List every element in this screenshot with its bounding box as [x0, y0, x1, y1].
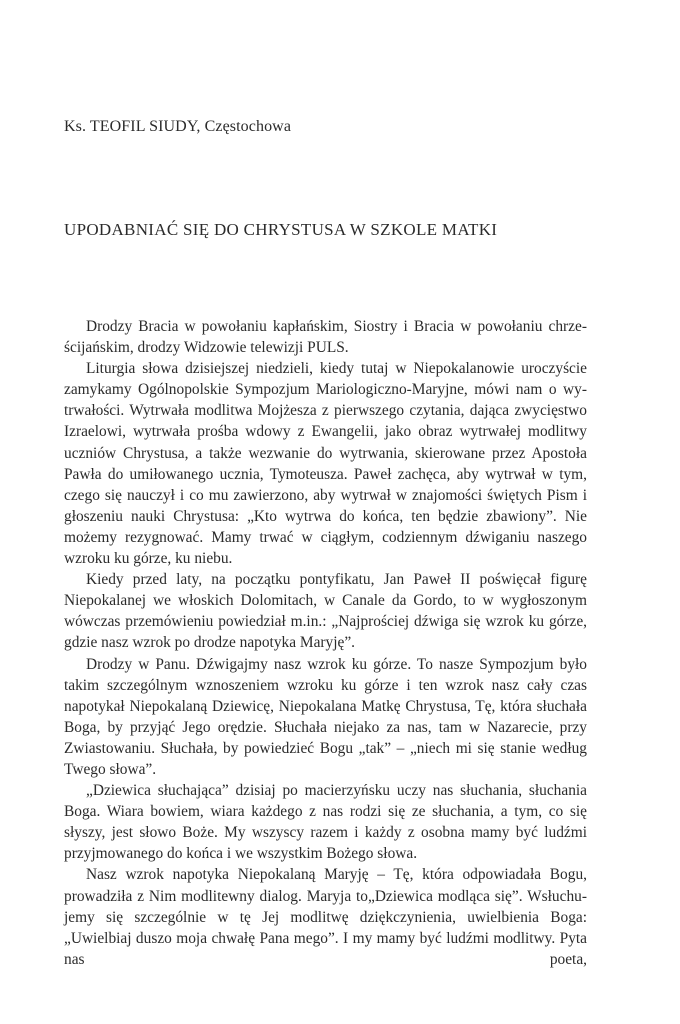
- paragraph: Drodzy Bracia w powołaniu kapłańskim, Siostry i Bracia w powołaniu chrześcijańskim, drodzy Widzowie telewizji PULS.: [64, 318, 587, 357]
- paragraph: Kiedy przed laty, na początku pontyfikatu, Jan Paweł II poświęcał figurę Niepokalanej we włoskich Dolomitach, w Canale da Gordo, to w wygłoszonym wówczas przemówieniu powiedział m.in.: „Najprościej dźwiga się wzrok ku górze, gdzie nasz wzrok po drodze napotyka Maryję”.: [64, 571, 587, 652]
- article-title: UPODABNIAĆ SIĘ DO CHRYSTUSA W SZKOLE MATKI: [64, 220, 498, 239]
- paragraph: Nasz wzrok napotyka Niepokalaną Maryję – Tę, która odpowiadała Bogu, prowadziła z Nim modlitewny dialog. Maryja to„Dziewica modląca się”. Wsłuchujemy się szczególnie w tę Jej modlitwę dziękczynienia, uwielbienia Boga: „Uwielbiaj duszo moja chwałę Pana mego”. I my mamy być ludźmi modlitwy. Pyta nas poeta,: [64, 866, 587, 968]
- paragraph: Drodzy w Panu. Dźwigajmy nasz wzrok ku górze. To nasze Sympozjum było takim szczególnym wznoszeniem wzroku ku górze i ten wzrok nasz cały czas napotykał Niepokalaną Dziewicę, Niepokalana Matkę Chrystusa, Tę, która słuchała Boga, by przyjąć Jego orędzie. Słuchała niejako za nas, tam w Nazarecie, przy Zwiastowaniu. Słuchała, by powiedzieć Bogu „tak” – „niech mi się stanie według Twego słowa”.: [64, 655, 587, 778]
- paragraph: „Dziewica słuchająca” dzisiaj po macierzyńsku uczy nas słuchania, słuchania Boga. Wiara bowiem, wiara każdego z nas rodzi się ze słuchania, a tym, co się słyszy, jest słowo Boże. My wszyscy razem i każdy z osobna mamy być ludźmi przyjmowanego do końca i we wszystkim Bożego słowa.: [64, 782, 587, 863]
- author-line: Ks. TEOFIL SIUDY, Częstochowa: [64, 118, 292, 135]
- article-body: [64, 316, 587, 970]
- paragraph: Liturgia słowa dzisiejszej niedzieli, kiedy tutaj w Niepokalanowie uroczyście zamykamy Ogólnopolskie Sympozjum Mariologiczno-Maryjne, mówi nam o wytrwałości. Wytrwała modlitwa Mojżesza z pierwszego czytania, dająca zwycięstwo Izraelowi, wytrwała prośba wdowy z Ewangelii, jako obraz wytrwałej modlitwy uczniów Chrystusa, a także wezwanie do wytrwania, skierowane przez Apostoła Pawła do umiłowanego ucznia, Tymoteusza. Paweł zachęca, aby wytrwał w tym, czego się nauczył i co mu zawierzono, aby wytrwał w znajomości świętych Pism i głoszeniu nauki Chrystusa: „Kto wytrwa do końca, ten będzie zbawiony”. Nie możemy rezygnować. Mamy trwać w ciągłym, codziennym dźwiganiu naszego wzroku ku górze, ku niebu.: [64, 360, 587, 568]
